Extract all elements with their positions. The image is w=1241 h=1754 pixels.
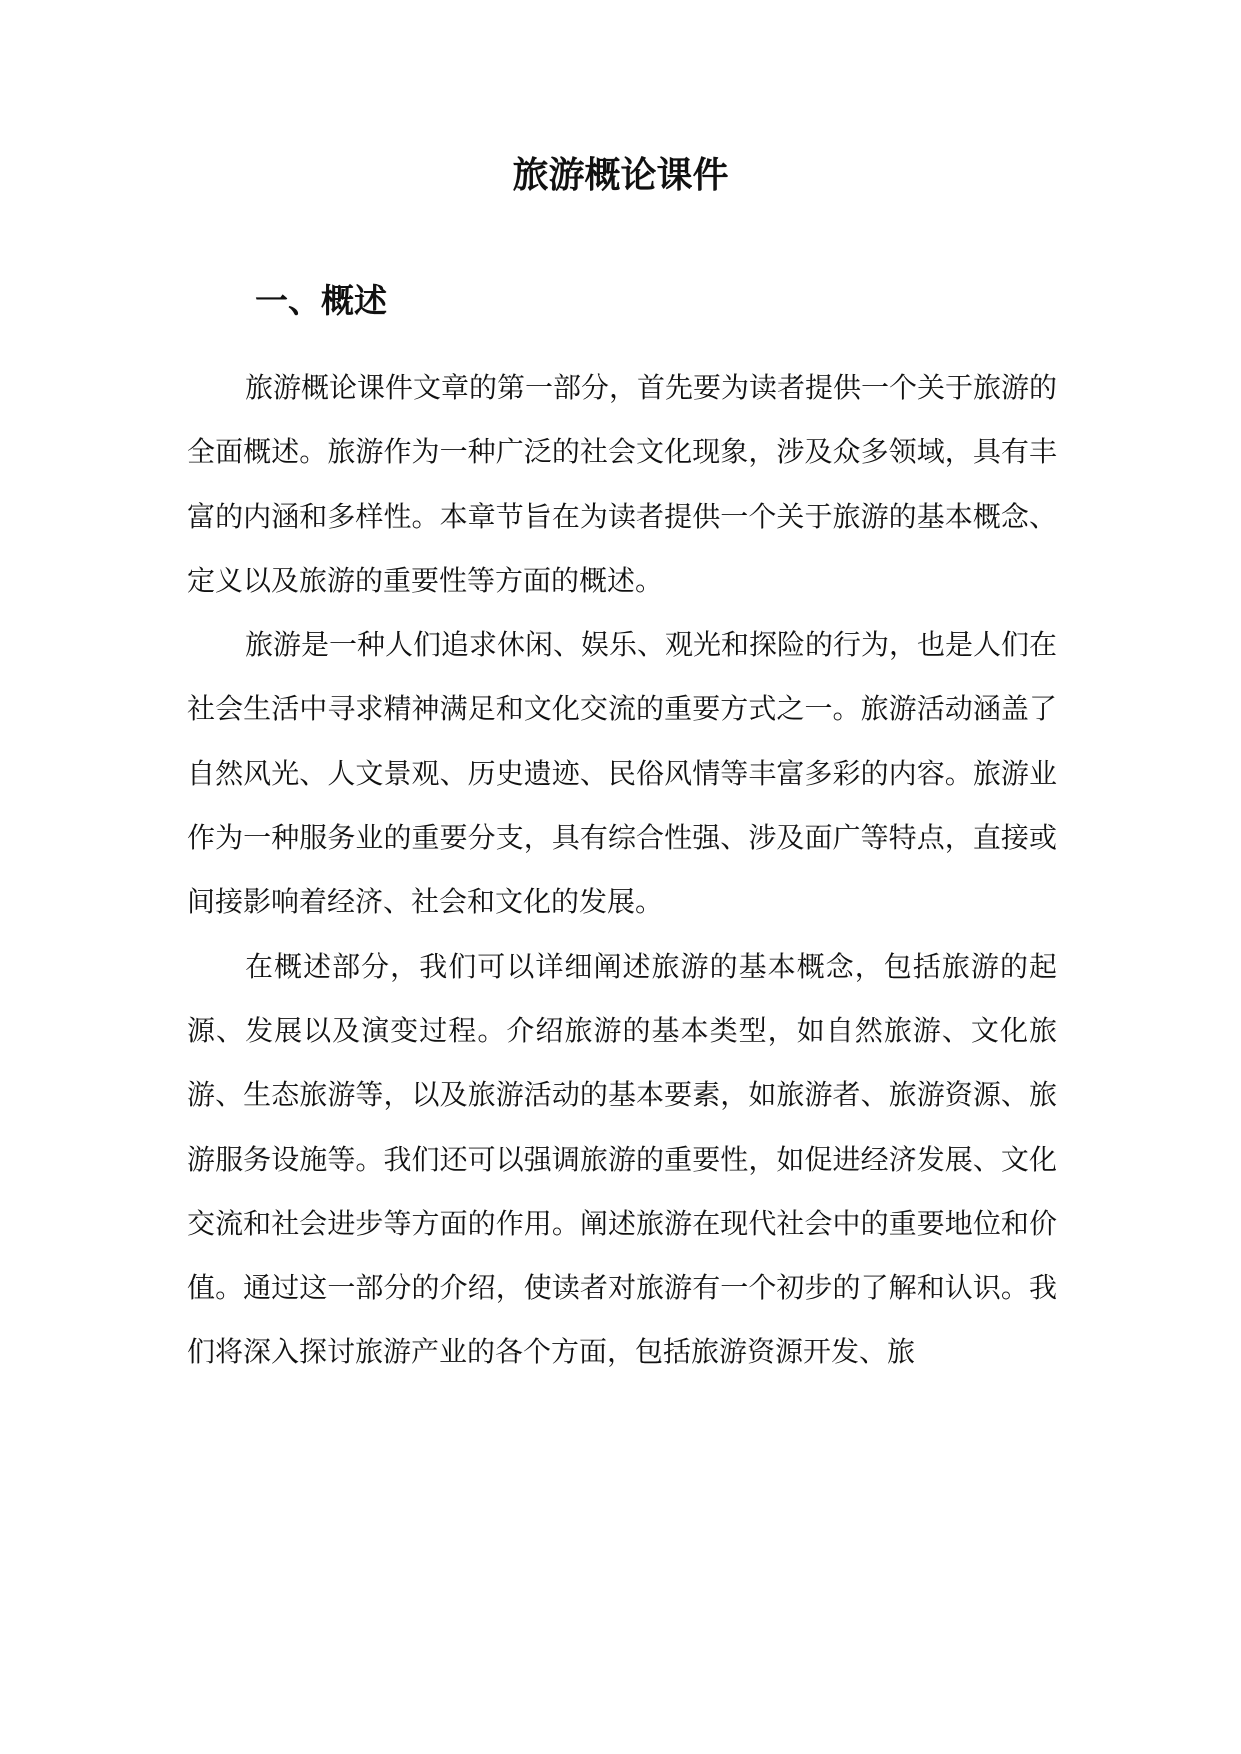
section-body (187, 356, 1057, 1385)
paragraph: 在概述部分，我们可以详细阐述旅游的基本概念，包括旅游的起源、发展以及演变过程。介绍旅游的基本类型，如自然旅游、文化旅游、生态旅游等，以及旅游活动的基本要素，如旅游者、旅游资源、旅游服务设施等。我们还可以强调旅游的重要性，如促进经济发展、文化交流和社会进步等方面的作用。阐述旅游在现代社会中的重要地位和价值。通过这一部分的介绍，使读者对旅游有一个初步的了解和认识。我们将深入探讨旅游产业的各个方面，包括旅游资源开发、旅 (187, 949, 1057, 1369)
paragraph: 旅游是一种人们追求休闲、娱乐、观光和探险的行为，也是人们在社会生活中寻求精神满足和文化交流的重要方式之一。旅游活动涵盖了自然风光、人文景观、历史遗迹、民俗风情等丰富多彩的内容。旅游业作为一种服务业的重要分支，具有综合性强、涉及面广等特点，直接或间接影响着经济、社会和文化的发展。 (187, 628, 1058, 919)
paragraph: 旅游概论课件文章的第一部分，首先要为读者提供一个关于旅游的全面概述。旅游作为一种广泛的社会文化现象，涉及众多领域，具有丰富的内涵和多样性。本章节旨在为读者提供一个关于旅游的基本概念、定义以及旅游的重要性等方面的概述。 (187, 371, 1058, 597)
section-heading-overview: 一、概述 (255, 281, 387, 320)
document-title: 旅游概论课件 (512, 154, 729, 196)
